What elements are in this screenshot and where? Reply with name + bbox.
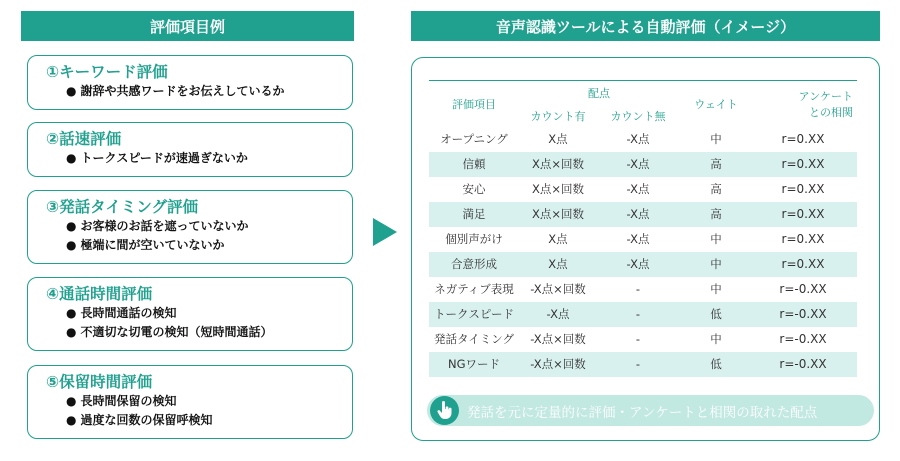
header-count-no: カウント無 bbox=[610, 109, 666, 123]
cell-count-no: -X点 bbox=[626, 132, 650, 146]
cell-correlation: r=-0.XX bbox=[779, 282, 827, 296]
cell-count-yes: X点×回数 bbox=[519, 152, 597, 177]
cell-count-no: - bbox=[597, 352, 679, 377]
table-row bbox=[429, 302, 857, 327]
cell-count-no: -X点 bbox=[626, 232, 650, 246]
table-row bbox=[429, 227, 857, 252]
cell-count-yes: X点×回数 bbox=[531, 182, 584, 196]
card-title: ⑤保留時間評価 bbox=[46, 373, 153, 391]
cell-count-no: -X点 bbox=[597, 152, 679, 177]
table-row bbox=[429, 127, 857, 152]
table-row bbox=[429, 352, 857, 377]
header-correlation-line1: アンケート bbox=[798, 89, 853, 103]
bullet-item bbox=[46, 392, 352, 411]
right-arrow-icon bbox=[373, 218, 397, 246]
bullet-item bbox=[46, 323, 352, 342]
cell-correlation: r=0.XX bbox=[781, 232, 825, 246]
cell-weight: 低 bbox=[679, 352, 753, 377]
table-row bbox=[429, 152, 857, 177]
bullet-text: 極端に間が空いていないか bbox=[80, 238, 225, 252]
card-call-duration bbox=[27, 277, 353, 351]
cell-count-yes: X点 bbox=[519, 252, 597, 277]
cell-count-no: -X点 bbox=[597, 252, 679, 277]
cell-item: 安心 bbox=[462, 182, 486, 196]
bullet-dot-icon: ● bbox=[66, 238, 77, 252]
footer-bar bbox=[427, 395, 874, 426]
cell-correlation: r=0.XX bbox=[753, 252, 857, 277]
cell-correlation: r=-0.XX bbox=[753, 302, 857, 327]
bullet-dot-icon: ● bbox=[66, 413, 77, 427]
cell-count-yes: -X点 bbox=[519, 302, 597, 327]
cell-count-yes: -X点×回数 bbox=[519, 352, 597, 377]
cell-item: ネガティブ表現 bbox=[434, 282, 514, 296]
bullet-text: 謝辞や共感ワードをお伝えしているか bbox=[80, 84, 285, 98]
bullet-item bbox=[46, 304, 352, 323]
cell-count-no: - bbox=[635, 282, 641, 296]
bullet-dot-icon: ● bbox=[66, 394, 77, 408]
table-row bbox=[429, 252, 857, 277]
cell-count-yes: -X点×回数 bbox=[530, 282, 586, 296]
header-weight: ウェイト bbox=[679, 81, 753, 127]
footer-text: 発話を元に定量的に評価・アンケートと相関の取れた配点 bbox=[467, 404, 818, 421]
cell-count-no: -X点 bbox=[597, 202, 679, 227]
card-title: ③発話タイミング評価 bbox=[46, 198, 199, 216]
table-body bbox=[429, 127, 857, 377]
cell-item: 合意形成 bbox=[429, 252, 519, 277]
cell-correlation: r=0.XX bbox=[781, 182, 825, 196]
bullet-item bbox=[46, 217, 352, 236]
cell-weight: 中 bbox=[679, 252, 753, 277]
cell-item: 満足 bbox=[429, 202, 519, 227]
header-correlation bbox=[753, 81, 857, 127]
header-item: 評価項目 bbox=[429, 81, 519, 127]
bullet-dot-icon: ● bbox=[66, 306, 77, 320]
score-table bbox=[429, 80, 857, 377]
cell-correlation: r=-0.XX bbox=[753, 352, 857, 377]
cell-count-yes: X点 bbox=[548, 132, 568, 146]
bullet-text: 長時間通話の検知 bbox=[80, 306, 177, 320]
bullet-text: 過度な回数の保留呼検知 bbox=[80, 413, 213, 427]
bullet-text: 不適切な切電の検知（短時間通話） bbox=[80, 325, 273, 339]
bullet-text: トークスピードが速過ぎないか bbox=[80, 151, 248, 165]
cell-weight: 低 bbox=[679, 302, 753, 327]
cell-count-yes: X点×回数 bbox=[519, 202, 597, 227]
card-title: ②話速評価 bbox=[46, 130, 122, 148]
cell-count-no: - bbox=[597, 302, 679, 327]
cell-weight: 中 bbox=[710, 232, 722, 246]
header-count-yes: カウント有 bbox=[530, 109, 586, 123]
bullet-dot-icon: ● bbox=[66, 325, 77, 339]
table-row bbox=[429, 327, 857, 352]
cell-weight: 高 bbox=[679, 202, 753, 227]
table-row bbox=[429, 277, 857, 302]
header-correlation-line2: との相関 bbox=[809, 105, 853, 119]
table-row bbox=[429, 202, 857, 227]
cell-weight: 中 bbox=[710, 282, 722, 296]
cell-item: オープニング bbox=[440, 132, 508, 146]
cell-item: 信頼 bbox=[429, 152, 519, 177]
bullet-item bbox=[46, 82, 352, 101]
card-keyword bbox=[27, 55, 353, 110]
cell-correlation: r=-0.XX bbox=[779, 332, 827, 346]
left-header: 評価項目例 bbox=[21, 11, 354, 41]
card-timing bbox=[27, 190, 353, 264]
bullet-item bbox=[46, 149, 352, 168]
cell-count-no: - bbox=[635, 332, 641, 346]
card-title: ④通話時間評価 bbox=[46, 285, 153, 303]
bullet-dot-icon: ● bbox=[66, 151, 77, 165]
table-header-row bbox=[429, 81, 857, 105]
cell-correlation: r=0.XX bbox=[753, 152, 857, 177]
cell-weight: 高 bbox=[710, 182, 722, 196]
cell-count-yes: -X点×回数 bbox=[530, 332, 586, 346]
cell-count-yes: X点 bbox=[548, 232, 568, 246]
cell-item: 個別声がけ bbox=[445, 232, 503, 246]
cell-item: 発話タイミング bbox=[433, 332, 515, 346]
cell-correlation: r=0.XX bbox=[781, 132, 825, 146]
bullet-item bbox=[46, 411, 352, 430]
card-speech-speed bbox=[27, 122, 353, 177]
evaluation-panel bbox=[411, 57, 880, 441]
right-header: 音声認識ツールによる自動評価（イメージ） bbox=[411, 11, 880, 41]
cell-item: トークスピード bbox=[429, 302, 519, 327]
bullet-text: 長時間保留の検知 bbox=[80, 394, 177, 408]
card-title: ①キーワード評価 bbox=[46, 63, 168, 81]
bullet-item bbox=[46, 236, 352, 255]
bullet-dot-icon: ● bbox=[66, 84, 77, 98]
cell-correlation: r=0.XX bbox=[753, 202, 857, 227]
cell-weight: 中 bbox=[710, 332, 722, 346]
cell-weight: 高 bbox=[679, 152, 753, 177]
cell-weight: 中 bbox=[710, 132, 722, 146]
bullet-text: お客様のお話を遮っていないか bbox=[80, 219, 249, 233]
pointing-hand-icon bbox=[430, 396, 459, 425]
cell-count-no: -X点 bbox=[626, 182, 650, 196]
header-score: 配点 bbox=[519, 81, 679, 105]
table-row bbox=[429, 177, 857, 202]
cell-item: NGワード bbox=[429, 352, 519, 377]
bullet-dot-icon: ● bbox=[66, 219, 77, 233]
card-hold-duration bbox=[27, 365, 353, 439]
